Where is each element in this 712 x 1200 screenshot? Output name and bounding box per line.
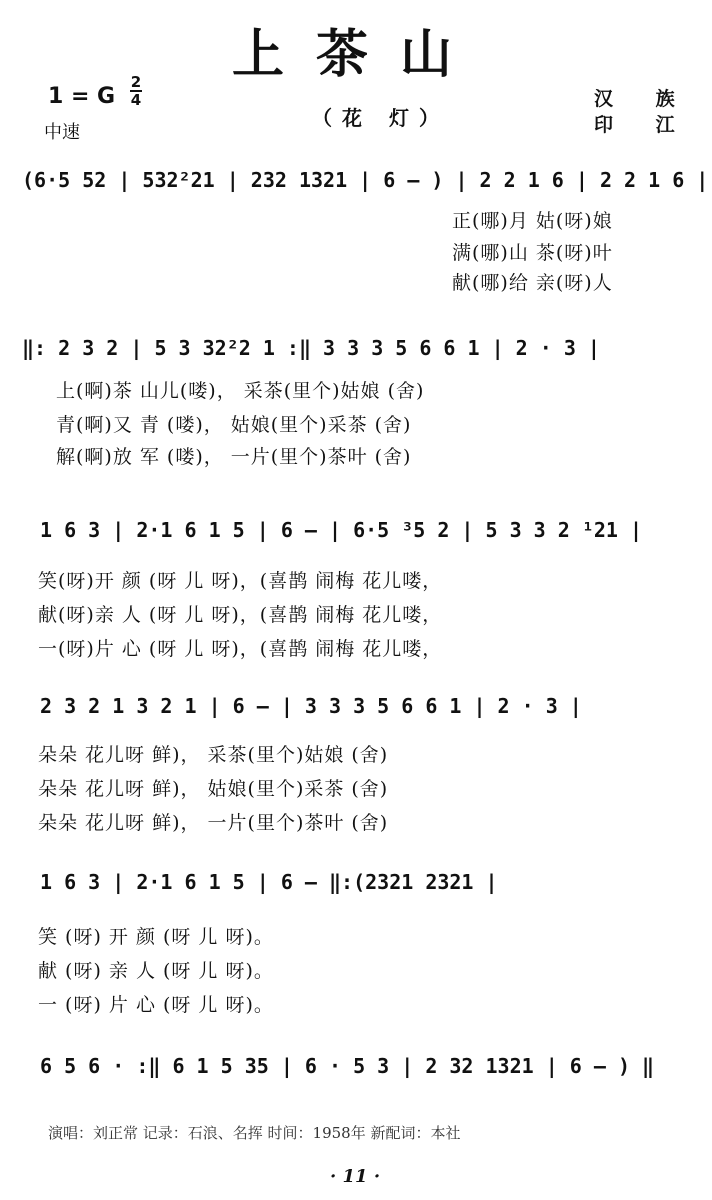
lyric-line-1-verse-2: 满(哪)山 茶(呀)叶 (452, 242, 613, 264)
notation-line-4: 2 3 2 1 3 2 1 | 6 – | 3 3 3 5 6 6 1 | 2 · 3 | (40, 694, 582, 718)
tempo-marking: 中速 (44, 122, 80, 143)
time-signature-top: 2 (130, 73, 142, 91)
time-signature (130, 74, 142, 108)
origin-place: 印 江 (594, 114, 693, 136)
lyric-line-5-verse-1: 笑 (呀) 开 颜 (呀 儿 呀)。 (38, 926, 274, 948)
lyric-line-3-verse-3: 一(呀)片 心 (呀 儿 呀)，(喜鹊 闹梅 花儿喽， (38, 638, 443, 660)
lyric-line-1-verse-3: 献(哪)给 亲(呀)人 (452, 272, 613, 294)
key-signature: 1 = G (48, 84, 116, 109)
page-number: · 11 · (330, 1166, 381, 1187)
lyric-line-2-verse-1: 上(啊)茶 山儿(喽)， 采茶(里个)姑娘 (舍) (56, 380, 425, 402)
origin-ethnicity: 汉 族 (594, 88, 693, 110)
credits-line: 演唱：刘正常 记录：石浪、名挥 时间：1958年 新配词：本社 (48, 1124, 461, 1142)
notation-line-1: (6·5 52 | 532²21 | 232 1321 | 6 – ) | 2 2 1 6 | 2 2 1 6 | (22, 168, 709, 192)
time-signature-bottom: 4 (130, 91, 142, 109)
lyric-line-2-verse-3: 解(啊)放 军 (喽)， 一片(里个)茶叶 (舍) (56, 446, 412, 468)
lyric-line-4-verse-1: 朵朵 花儿呀 鲜)， 采茶(里个)姑娘 (舍) (38, 744, 389, 766)
notation-line-6: 6 5 6 · :‖ 6 1 5 35 | 6 · 5 3 | 2 32 1321 | 6 – ) ‖ (40, 1054, 655, 1078)
notation-line-2: ‖: 2 3 2 | 5 3 32²2 1 :‖ 3 3 3 5 6 6 1 | 2 · 3 | (22, 336, 600, 360)
lyric-line-3-verse-1: 笑(呀)开 颜 (呀 儿 呀)，(喜鹊 闹梅 花儿喽， (38, 570, 443, 592)
notation-line-3: 1 6 3 | 2·1 6 1 5 | 6 – | 6·5 ³5 2 | 5 3 3 2 ¹21 | (40, 518, 643, 542)
lyric-line-2-verse-2: 青(啊)又 青 (喽)， 姑娘(里个)采茶 (舍) (56, 414, 412, 436)
lyric-line-4-verse-3: 朵朵 花儿呀 鲜)， 一片(里个)茶叶 (舍) (38, 812, 389, 834)
notation-line-5: 1 6 3 | 2·1 6 1 5 | 6 – ‖:(2321 2321 | (40, 870, 498, 894)
song-title: 上茶山 (232, 25, 485, 85)
lyric-line-1-verse-1: 正(哪)月 姑(呀)娘 (452, 210, 613, 232)
lyric-line-5-verse-3: 一 (呀) 片 心 (呀 儿 呀)。 (38, 994, 274, 1016)
lyric-line-4-verse-2: 朵朵 花儿呀 鲜)， 姑娘(里个)采茶 (舍) (38, 778, 389, 800)
lyric-line-3-verse-2: 献(呀)亲 人 (呀 儿 呀)，(喜鹊 闹梅 花儿喽， (38, 604, 443, 626)
genre-label: （花 灯） (312, 106, 449, 130)
lyric-line-5-verse-2: 献 (呀) 亲 人 (呀 儿 呀)。 (38, 960, 274, 982)
